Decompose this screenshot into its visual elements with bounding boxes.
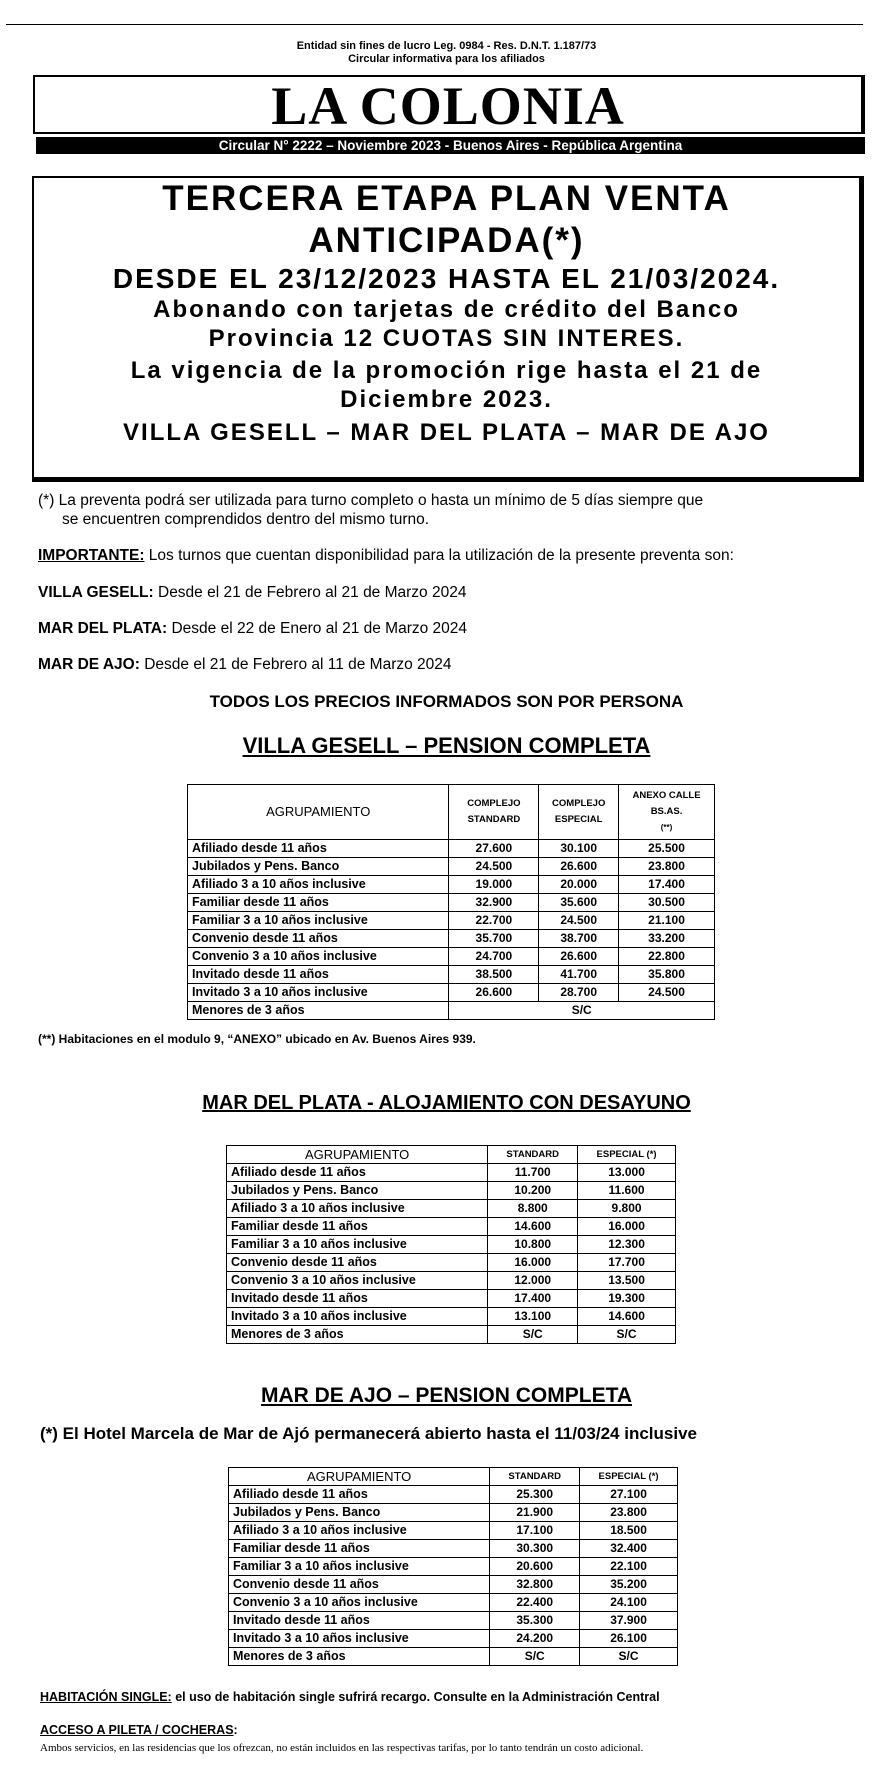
vg-price-cell: 23.800 — [619, 858, 715, 876]
top-rule — [6, 24, 863, 25]
mdp-row-label: Menores de 3 años — [227, 1326, 488, 1344]
vg-price-cell: 20.000 — [539, 876, 619, 894]
mdp-row-label: Familiar desde 11 años — [227, 1218, 488, 1236]
vg-col-especial: COMPLEJO ESPECIAL — [539, 785, 619, 840]
mda-price-cell: 27.100 — [580, 1486, 678, 1504]
vg-col-agrupamiento: AGRUPAMIENTO — [188, 785, 449, 840]
mda-table-row — [229, 1576, 678, 1594]
promo-destinations: VILLA GESELL – MAR DEL PLATA – MAR DE AJO — [123, 419, 770, 446]
mda-price-cell: 23.800 — [580, 1504, 678, 1522]
mdp-table-row — [227, 1200, 676, 1218]
mda-row-label: Afiliado desde 11 años — [229, 1486, 490, 1504]
mda-price-cell: 26.100 — [580, 1630, 678, 1648]
mda-price-cell: 20.600 — [490, 1558, 580, 1576]
vg-table-row — [188, 876, 715, 894]
mda-price-cell: 32.800 — [490, 1576, 580, 1594]
vg-row-label: Invitado 3 a 10 años inclusive — [188, 984, 449, 1002]
vg-price-cell: 24.700 — [449, 948, 539, 966]
vg-table-row — [188, 840, 715, 858]
mdp-price-cell: 11.600 — [578, 1182, 676, 1200]
mdp-label: MAR DEL PLATA: — [38, 620, 168, 637]
mda-price-cell: 18.500 — [580, 1522, 678, 1540]
mdp-header-row — [227, 1146, 676, 1164]
vg-price-cell: 33.200 — [619, 930, 715, 948]
single-text: el uso de habitación single sufrirá recargo. Consulte en la Administración Central — [171, 1690, 660, 1704]
mdp-table — [226, 1145, 676, 1344]
vg-price-cell: 27.600 — [449, 840, 539, 858]
mda-table-row — [229, 1522, 678, 1540]
vg-price-cell: 22.700 — [449, 912, 539, 930]
mda-price-cell: 35.200 — [580, 1576, 678, 1594]
promo-line-1: TERCERA ETAPA PLAN VENTA — [162, 179, 731, 218]
vg-price-cell: 30.500 — [619, 894, 715, 912]
mda-price-cell: 37.900 — [580, 1612, 678, 1630]
mda-price-cell: 22.100 — [580, 1558, 678, 1576]
mdp-table-row — [227, 1290, 676, 1308]
mdp-row-label: Afiliado desde 11 años — [227, 1164, 488, 1182]
mda-price-cell: 35.300 — [490, 1612, 580, 1630]
mdp-table-row — [227, 1218, 676, 1236]
pileta-text: Ambos servicios, en las residencias que los ofrezcan, no están incluidos en las respectivas tarifas, por lo tanto tendrán un costo adicional. — [40, 1742, 644, 1754]
mdp-col-agrupamiento: AGRUPAMIENTO — [227, 1146, 488, 1164]
vg-table — [187, 784, 715, 1020]
preventa-note-1: (*) La preventa podrá ser utilizada para turno completo o hasta un mínimo de 5 días siempre que — [38, 492, 704, 509]
vg-price-cell: 17.400 — [619, 876, 715, 894]
vg-table-row — [188, 894, 715, 912]
mda-row-label: Familiar 3 a 10 años inclusive — [229, 1558, 490, 1576]
mdp-row-label: Afiliado 3 a 10 años inclusive — [227, 1200, 488, 1218]
mdp-price-cell: 13.100 — [488, 1308, 578, 1326]
importante-text: Los turnos que cuentan disponibilidad para la utilización de la presente preventa son: — [144, 547, 734, 564]
pileta-line — [40, 1723, 238, 1737]
mdp-price-cell: 10.200 — [488, 1182, 578, 1200]
mda-col-especial: ESPECIAL (*) — [580, 1468, 678, 1486]
mdp-price-cell: 16.000 — [488, 1254, 578, 1272]
vg-footnote: (**) Habitaciones en el modulo 9, “ANEXO” ubicado en Av. Buenos Aires 939. — [38, 1032, 476, 1046]
mda-row-label: Menores de 3 años — [229, 1648, 490, 1666]
mda-label: MAR DE AJO: — [38, 656, 140, 673]
vg-price-cell: 26.600 — [449, 984, 539, 1002]
mdp-table-row — [227, 1326, 676, 1344]
mdp-price-cell: 16.000 — [578, 1218, 676, 1236]
mda-price-cell: 30.300 — [490, 1540, 580, 1558]
mda-title: MAR DE AJO – PENSION COMPLETA — [260, 1384, 633, 1407]
vg-price-cell: 24.500 — [539, 912, 619, 930]
mda-row-label: Convenio 3 a 10 años inclusive — [229, 1594, 490, 1612]
vg-price-cell: 41.700 — [539, 966, 619, 984]
mda-table — [228, 1467, 678, 1666]
mda-price-cell: 22.400 — [490, 1594, 580, 1612]
pileta-colon: : — [233, 1723, 238, 1737]
vg-table-row — [188, 966, 715, 984]
vg-price-cell: 38.700 — [539, 930, 619, 948]
mdp-text: Desde el 22 de Enero al 21 de Marzo 2024 — [167, 620, 468, 637]
importante-label: IMPORTANTE: — [38, 547, 145, 564]
mdp-price-cell: S/C — [578, 1326, 676, 1344]
importante-line — [38, 547, 734, 565]
mda-price-cell: 24.100 — [580, 1594, 678, 1612]
mdp-title: MAR DEL PLATA - ALOJAMIENTO CON DESAYUNO — [202, 1092, 691, 1114]
mdp-row-label: Invitado 3 a 10 años inclusive — [227, 1308, 488, 1326]
vg-table-row — [188, 948, 715, 966]
vg-header-row — [188, 785, 715, 840]
vg-col-standard: COMPLEJO STANDARD — [449, 785, 539, 840]
mdp-row-label: Invitado desde 11 años — [227, 1290, 488, 1308]
vg-row-label: Familiar desde 11 años — [188, 894, 449, 912]
vg-price-cell: 38.500 — [449, 966, 539, 984]
vg-label: VILLA GESELL: — [38, 584, 154, 601]
vg-menores-value: S/C — [449, 1002, 715, 1020]
mda-table-row — [229, 1558, 678, 1576]
vg-menores-row — [188, 1002, 715, 1020]
mda-price-cell: S/C — [580, 1648, 678, 1666]
vg-price-cell: 24.500 — [619, 984, 715, 1002]
mda-row-label: Convenio desde 11 años — [229, 1576, 490, 1594]
vg-price-cell: 26.600 — [539, 948, 619, 966]
mda-price-cell: S/C — [490, 1648, 580, 1666]
mda-table-row — [229, 1486, 678, 1504]
promo-line-4: Abonando con tarjetas de crédito del Banco — [153, 296, 740, 323]
mdp-price-cell: 10.800 — [488, 1236, 578, 1254]
mdp-table-row — [227, 1236, 676, 1254]
mdp-price-cell: 12.300 — [578, 1236, 676, 1254]
mda-header-row — [229, 1468, 678, 1486]
vg-table-row — [188, 912, 715, 930]
vg-table-row — [188, 930, 715, 948]
mda-price-cell: 21.900 — [490, 1504, 580, 1522]
vg-row-label: Afiliado desde 11 años — [188, 840, 449, 858]
vg-row-label: Jubilados y Pens. Banco — [188, 858, 449, 876]
mda-row-label: Invitado desde 11 años — [229, 1612, 490, 1630]
precios-note: TODOS LOS PRECIOS INFORMADOS SON POR PERSONA — [209, 692, 684, 711]
mdp-row-label: Familiar 3 a 10 años inclusive — [227, 1236, 488, 1254]
mdp-price-cell: 19.300 — [578, 1290, 676, 1308]
mdp-row-label: Convenio 3 a 10 años inclusive — [227, 1272, 488, 1290]
vg-table-row — [188, 858, 715, 876]
mdp-table-row — [227, 1164, 676, 1182]
promo-line-7: Diciembre 2023. — [340, 386, 553, 413]
mdp-price-cell: 13.000 — [578, 1164, 676, 1182]
promo-line-6: La vigencia de la promoción rige hasta el 21 de — [130, 357, 763, 384]
vg-price-cell: 22.800 — [619, 948, 715, 966]
preventa-note-2: se encuentren comprendidos dentro del mismo turno. — [62, 511, 430, 528]
mda-table-row — [229, 1630, 678, 1648]
entity-line: Entidad sin fines de lucro Leg. 0984 - Res. D.N.T. 1.187/73 — [296, 40, 597, 52]
mdp-row-label: Convenio desde 11 años — [227, 1254, 488, 1272]
mdp-price-cell: 14.600 — [488, 1218, 578, 1236]
vg-row-label: Convenio desde 11 años — [188, 930, 449, 948]
vg-price-cell: 21.100 — [619, 912, 715, 930]
mda-row-label: Invitado 3 a 10 años inclusive — [229, 1630, 490, 1648]
mda-price-cell: 25.300 — [490, 1486, 580, 1504]
single-line — [40, 1690, 660, 1704]
mdp-price-cell: 9.800 — [578, 1200, 676, 1218]
vg-table-row — [188, 984, 715, 1002]
vg-row-label: Convenio 3 a 10 años inclusive — [188, 948, 449, 966]
mda-dates-line — [38, 656, 452, 674]
mda-table-row — [229, 1504, 678, 1522]
masthead — [33, 75, 865, 134]
mdp-dates-line — [38, 620, 467, 638]
mda-row-label: Jubilados y Pens. Banco — [229, 1504, 490, 1522]
mda-col-standard: STANDARD — [490, 1468, 580, 1486]
pileta-label: ACCESO A PILETA / COCHERAS — [40, 1723, 234, 1737]
mdp-col-standard: STANDARD — [488, 1146, 578, 1164]
mda-table-row — [229, 1540, 678, 1558]
vg-price-cell: 35.700 — [449, 930, 539, 948]
mdp-price-cell: 17.400 — [488, 1290, 578, 1308]
vg-price-cell: 26.600 — [539, 858, 619, 876]
vg-price-cell: 32.900 — [449, 894, 539, 912]
promo-line-5: Provincia 12 CUOTAS SIN INTERES. — [208, 325, 685, 352]
vg-title: VILLA GESELL – PENSION COMPLETA — [242, 733, 651, 758]
vg-row-label: Familiar 3 a 10 años inclusive — [188, 912, 449, 930]
promo-line-2: ANTICIPADA(*) — [308, 221, 585, 260]
mda-price-cell: 32.400 — [580, 1540, 678, 1558]
mda-table-row — [229, 1612, 678, 1630]
vg-text: Desde el 21 de Febrero al 21 de Marzo 2024 — [153, 584, 467, 601]
mda-text: Desde el 21 de Febrero al 11 de Marzo 2024 — [139, 656, 452, 673]
mdp-price-cell: 12.000 — [488, 1272, 578, 1290]
mda-table-row — [229, 1594, 678, 1612]
vg-price-cell: 35.600 — [539, 894, 619, 912]
mda-note: (*) El Hotel Marcela de Mar de Ajó permanecerá abierto hasta el 11/03/24 inclusive — [40, 1424, 697, 1443]
mda-table-row — [229, 1648, 678, 1666]
vg-price-cell: 19.000 — [449, 876, 539, 894]
vg-col-anexo: ANEXO CALLE BS.AS. (**) — [619, 785, 715, 840]
mdp-col-especial: ESPECIAL (*) — [578, 1146, 676, 1164]
vg-menores-label: Menores de 3 años — [188, 1002, 449, 1020]
mdp-row-label: Jubilados y Pens. Banco — [227, 1182, 488, 1200]
mdp-table-row — [227, 1254, 676, 1272]
vg-price-cell: 28.700 — [539, 984, 619, 1002]
promo-dates: DESDE EL 23/12/2023 HASTA EL 21/03/2024. — [112, 263, 781, 294]
vg-dates-line — [38, 584, 466, 602]
mdp-table-row — [227, 1182, 676, 1200]
vg-price-cell: 24.500 — [449, 858, 539, 876]
vg-price-cell: 30.100 — [539, 840, 619, 858]
page-title: LA COLONIA — [271, 76, 625, 136]
single-label: HABITACIÓN SINGLE: — [40, 1690, 172, 1704]
mda-price-cell: 24.200 — [490, 1630, 580, 1648]
mdp-table-row — [227, 1308, 676, 1326]
mda-price-cell: 17.100 — [490, 1522, 580, 1540]
mdp-price-cell: 17.700 — [578, 1254, 676, 1272]
vg-price-cell: 35.800 — [619, 966, 715, 984]
circular-bar: Circular N° 2222 – Noviembre 2023 - Buenos Aires - República Argentina — [36, 137, 865, 154]
mdp-price-cell: 8.800 — [488, 1200, 578, 1218]
mdp-price-cell: 14.600 — [578, 1308, 676, 1326]
mdp-price-cell: 13.500 — [578, 1272, 676, 1290]
circular-info-line: Circular informativa para los afiliados — [348, 53, 545, 65]
mdp-table-row — [227, 1272, 676, 1290]
mda-row-label: Familiar desde 11 años — [229, 1540, 490, 1558]
vg-row-label: Afiliado 3 a 10 años inclusive — [188, 876, 449, 894]
mdp-price-cell: 11.700 — [488, 1164, 578, 1182]
mda-col-agrupamiento: AGRUPAMIENTO — [229, 1468, 490, 1486]
mda-row-label: Afiliado 3 a 10 años inclusive — [229, 1522, 490, 1540]
vg-row-label: Invitado desde 11 años — [188, 966, 449, 984]
vg-price-cell: 25.500 — [619, 840, 715, 858]
mdp-price-cell: S/C — [488, 1326, 578, 1344]
promo-box — [32, 176, 864, 482]
